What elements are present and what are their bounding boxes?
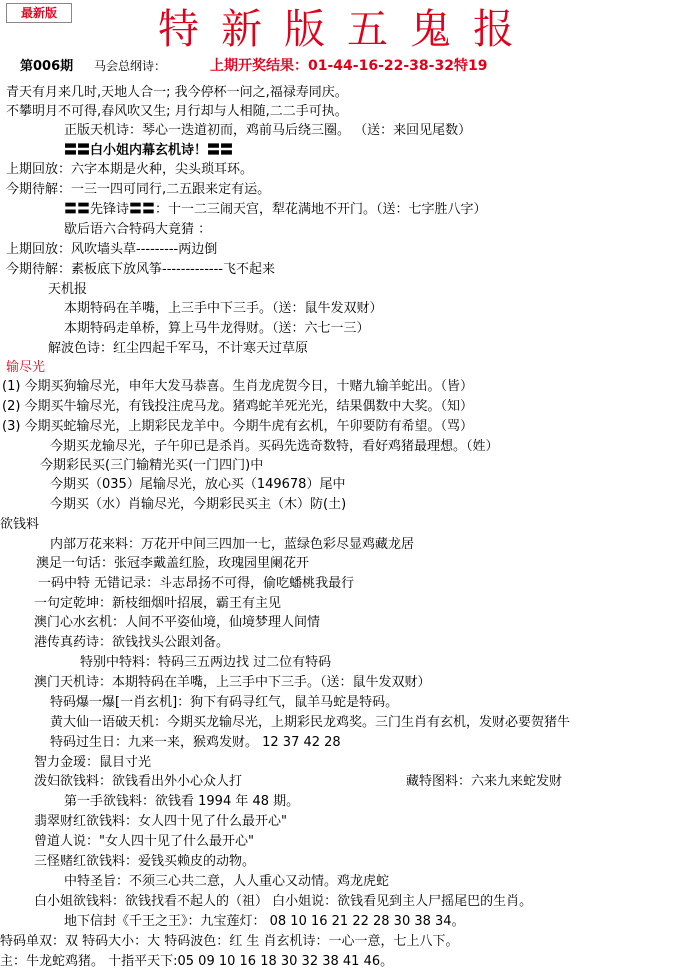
text-line: 今期彩民买(三门输精光买(一门四门)中	[40, 458, 264, 473]
text-line: 〓〓白小姐内幕玄机诗！〓〓	[64, 143, 234, 158]
text-line: 港传真药诗：欲钱找头公跟刘备。	[34, 635, 230, 650]
text-line: 青天有月来几时,天地人合一; 我今停杯一问之,福禄寿同庆。	[6, 85, 348, 100]
text-line: 一码中特 无错记录：斗志昂扬不可得，偷吃蟠桃我最行	[38, 576, 355, 591]
text-line: 特码爆一爆[一肖玄机]：狗下有码寻红气，鼠羊马蛇是特码。	[50, 695, 399, 710]
text-line: 今期买（水）肖输尽光，今期彩民买主（木）防(土)	[50, 497, 347, 512]
text-line: 内部万花来料：万花开中间三四加一七，蓝绿色彩尽显鸡藏龙居	[50, 537, 415, 552]
text-line: 白小姐欲钱料：欲钱找看不起人的（祖） 白小姐说：欲钱看见到主人尸摇尾巴的生肖。	[34, 894, 533, 909]
text-line: 地下信封《千王之王》：九宝莲灯： 08 10 16 21 22 28 30 38 34。	[64, 914, 465, 929]
text-line: 翡翠财红欲钱料：女人四十见了什么最开心"	[34, 814, 287, 829]
text-line: (3) 今期买蛇输尽光，上期彩民龙羊中。今期牛虎有玄机，午卯要防有希望。（骂）	[2, 419, 474, 434]
text-line: 正版天机诗：琴心一迭道初而，鸡前马后绕三圈。 （送：来回见尾数）	[64, 123, 472, 138]
text-line: 不攀明月不可得,春风吹又生; 月行却与人相随,二二手可执。	[6, 104, 348, 119]
text-line: 第一手欲钱料：欲钱看 1994 年 48 期。	[64, 794, 300, 809]
text-line: 黄大仙一语破天机：今期买龙输尽光，上期彩民龙鸡奖。三门生肖有玄机，发财必要贺猪牛	[50, 715, 571, 730]
text-line: 今期买龙输尽光，子午卯已是杀肖。买码先选奇数特，看好鸡猪最理想。（姓）	[50, 439, 499, 454]
text-line: 特码过生日：九来一来，猴鸡发财。 12 37 42 28	[50, 735, 341, 750]
text-line: 中特圣旨：不须三心共二意，人人重心又动情。鸡龙虎蛇	[64, 874, 390, 889]
text-line: 歇后语六合特码大竟猜 ：	[64, 222, 212, 237]
text-line: 主：牛龙蛇鸡猪。 十指平天下:05 09 10 16 18 30 32 38 41 46。	[0, 954, 394, 969]
text-line: 藏特图料：六来九来蛇发财	[406, 774, 563, 789]
text-line: 澳足一句话：张冠李戴盖红脸，玫瑰园里阑花开	[36, 556, 310, 571]
text-line: 〓〓先锋诗〓〓：十一二三闹天宫，犁花满地不开门。（送：七字胜八字）	[64, 202, 487, 217]
text-line: 智力金瑷：鼠目寸光	[34, 755, 152, 770]
text-line: 本期特码走单桥，算上马牛龙得财。（送：六七一三）	[64, 321, 370, 336]
text-line: 上期回放：风吹墙头草---------两边倒	[6, 242, 218, 257]
last-draw-result: 上期开奖结果：01-44-16-22-38-32特19	[210, 58, 488, 74]
text-line: 特别中特料：特码三五两边找 过二位有特码	[80, 655, 332, 670]
text-line: 一句定乾坤：新枝细烟叶招展，霸王有主见	[34, 596, 282, 611]
latest-edition-badge: 最新版	[6, 3, 72, 23]
text-line: 特码单双：双 特码大小：大 特码波色：红 生 肖玄机诗：一心一意，七上八下。	[0, 934, 459, 949]
text-line: 本期特码在羊嘴，上三手中下三手。（送：鼠牛发双财）	[64, 301, 383, 316]
text-line: 澳门心水玄机：人间不平姿仙境，仙境梦理人间情	[34, 615, 321, 630]
text-line: 今期待解：素板底下放风筝-------------飞不起来	[6, 262, 275, 277]
page-title: 特新版五鬼报	[158, 5, 536, 53]
text-line: 今期买（035）尾输尽光，放心买（149678）尾中	[50, 477, 346, 492]
text-line: 澳门天机诗：本期特码在羊嘴，上三手中下三手。（送：鼠牛发双财）	[34, 675, 431, 690]
text-line: 输尽光	[6, 360, 46, 375]
text-line: 三怪赌红欲钱料：爱钱买赖皮的动物。	[34, 854, 256, 869]
text-line: (1) 今期买狗输尽光，申年大发马恭喜。生肖龙虎贺今日，十赌九输羊蛇出。（皆）	[2, 379, 474, 394]
text-line: 解波色诗：红尘四起千军马，不计寒天过草原	[48, 341, 309, 356]
text-line: 上期回放：六字本期是火种，尖头琐耳环。	[6, 162, 254, 177]
text-line: 今期待解：一三一四可同行,二五跟来定有运。	[6, 182, 271, 197]
text-line: (2) 今期买牛输尽光，有钱投注虎马龙。猪鸡蛇羊死光光，结果偶数中大奖。（知）	[2, 399, 474, 414]
text-line: 泼妇欲钱料：欲钱看出外小心众人打	[34, 774, 243, 789]
text-line: 曾道人说："女人四十见了什么最开心"	[34, 834, 254, 849]
text-line: 欲钱料	[0, 517, 40, 532]
text-line: 天机报	[48, 282, 88, 297]
issue-number: 第006期	[20, 59, 74, 74]
association-poem-label: 马会总纲诗：	[94, 59, 167, 73]
